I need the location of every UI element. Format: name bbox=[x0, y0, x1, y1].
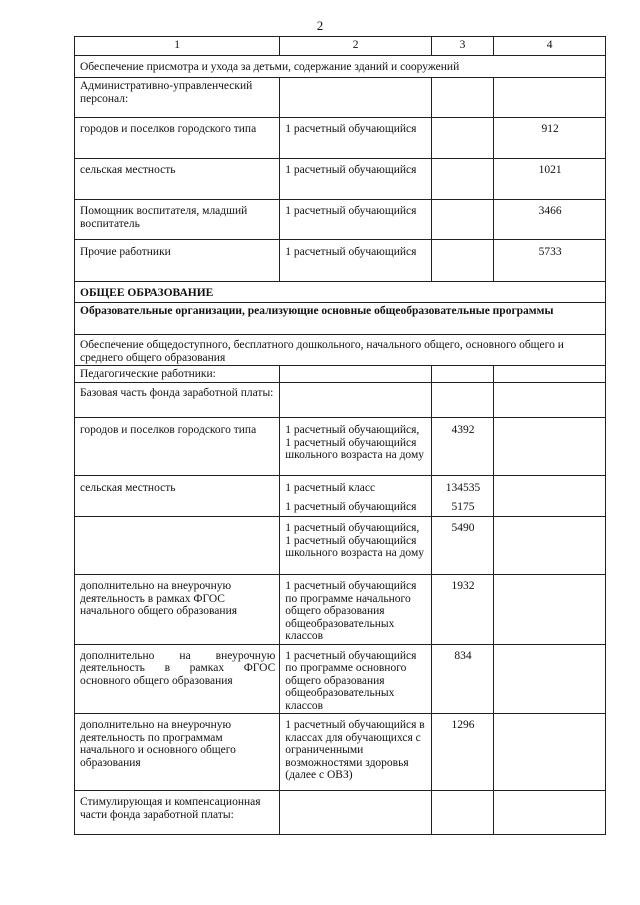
table-row bbox=[75, 240, 606, 282]
empty-cell bbox=[494, 383, 606, 418]
row-label: Прочие работники bbox=[75, 240, 280, 282]
table-row bbox=[75, 200, 606, 240]
row-label: Стимулирующая и компенсационная части фонда заработной платы: bbox=[75, 791, 280, 835]
empty-cell bbox=[431, 240, 493, 282]
table-row bbox=[75, 118, 606, 159]
empty-cell bbox=[431, 78, 493, 118]
empty-cell bbox=[431, 383, 493, 418]
table-row bbox=[75, 517, 606, 575]
table-row bbox=[75, 476, 606, 517]
empty-cell bbox=[494, 366, 606, 383]
empty-cell bbox=[280, 78, 432, 118]
value-cell: 5490 bbox=[431, 517, 493, 575]
table-row bbox=[75, 383, 606, 418]
empty-cell bbox=[494, 78, 606, 118]
header-col-2: 2 bbox=[280, 37, 432, 56]
empty-cell bbox=[431, 159, 493, 200]
empty-cell bbox=[431, 118, 493, 159]
table-row bbox=[75, 159, 606, 200]
row-label: Педагогические работники: bbox=[75, 366, 280, 383]
row-label: Административно-управленческий персонал: bbox=[75, 78, 280, 118]
empty-cell bbox=[494, 791, 606, 835]
table-row bbox=[75, 303, 606, 335]
unit-cell bbox=[280, 476, 432, 517]
table-row bbox=[75, 282, 606, 303]
empty-cell bbox=[494, 418, 606, 476]
empty-cell bbox=[494, 476, 606, 517]
table-row bbox=[75, 335, 606, 366]
row-label: дополнительно на внеурочную деятельность в рамках ФГОС основного общего образования bbox=[75, 644, 280, 714]
unit-cell: 1 расчетный обучающийся в классах для обучающихся с ограниченными возможностями здоровья (далее с ОВЗ) bbox=[280, 714, 432, 791]
row-label: Помощник воспитателя, младший воспитатель bbox=[75, 200, 280, 240]
row-label: Базовая часть фонда заработной платы: bbox=[75, 383, 280, 418]
value-cell: 834 bbox=[431, 644, 493, 714]
empty-cell bbox=[431, 366, 493, 383]
value-cell: 3466 bbox=[494, 200, 606, 240]
table-row bbox=[75, 56, 606, 78]
value-cell bbox=[431, 476, 493, 517]
empty-cell bbox=[494, 575, 606, 645]
empty-cell bbox=[280, 383, 432, 418]
value-line: 134535 bbox=[445, 482, 481, 494]
header-col-3: 3 bbox=[431, 37, 493, 56]
header-col-1: 1 bbox=[75, 37, 280, 56]
table-row bbox=[75, 366, 606, 383]
value-cell: 912 bbox=[494, 118, 606, 159]
unit-line: 1 расчетный обучающийся bbox=[285, 500, 417, 513]
table-row bbox=[75, 78, 606, 118]
unit-line: 1 расчетный класс bbox=[285, 482, 376, 494]
unit-cell: 1 расчетный обучающийся bbox=[280, 240, 432, 282]
value-cell: 4392 bbox=[431, 418, 493, 476]
table-row bbox=[75, 791, 606, 835]
row-label: городов и поселков городского типа bbox=[75, 118, 280, 159]
row-label: сельская местность bbox=[75, 159, 280, 200]
section-heading: ОБЩЕЕ ОБРАЗОВАНИЕ bbox=[75, 282, 606, 303]
empty-cell bbox=[280, 366, 432, 383]
empty-cell bbox=[494, 714, 606, 791]
empty-cell bbox=[75, 517, 280, 575]
value-cell: 1932 bbox=[431, 575, 493, 645]
table-row bbox=[75, 714, 606, 791]
table-row bbox=[75, 644, 606, 714]
section-caption: Обеспечение присмотра и ухода за детьми, содержание зданий и сооружений bbox=[75, 56, 606, 78]
empty-cell bbox=[280, 791, 432, 835]
unit-cell: 1 расчетный обучающийся bbox=[280, 118, 432, 159]
empty-cell bbox=[431, 791, 493, 835]
unit-cell: 1 расчетный обучающийся по программе основного общего образования общеобразовательных классов bbox=[280, 644, 432, 714]
unit-cell: 1 расчетный обучающийся bbox=[280, 200, 432, 240]
row-label: сельская местность bbox=[75, 476, 280, 517]
empty-cell bbox=[494, 644, 606, 714]
empty-cell bbox=[431, 200, 493, 240]
page-number: 2 bbox=[316, 18, 324, 33]
unit-cell: 1 расчетный обучающийся, 1 расчетный обучающийся школьного возраста на дому bbox=[280, 517, 432, 575]
row-label: городов и поселков городского типа bbox=[75, 418, 280, 476]
header-col-4: 4 bbox=[494, 37, 606, 56]
value-cell: 1296 bbox=[431, 714, 493, 791]
norms-table bbox=[74, 36, 606, 835]
value-cell: 5733 bbox=[494, 240, 606, 282]
value-line: 5175 bbox=[451, 500, 475, 513]
section-subheading: Образовательные организации, реализующие основные общеобразовательные программы bbox=[75, 303, 606, 335]
table-row bbox=[75, 418, 606, 476]
empty-cell bbox=[494, 517, 606, 575]
table-row bbox=[75, 575, 606, 645]
table-header-row bbox=[75, 37, 606, 56]
section-caption: Обеспечение общедоступного, бесплатного дошкольного, начального общего, основного общего и среднего общего образования bbox=[75, 335, 606, 366]
row-label: дополнительно на внеурочную деятельность в рамках ФГОС начального общего образования bbox=[75, 575, 280, 645]
unit-cell: 1 расчетный обучающийся bbox=[280, 159, 432, 200]
row-label: дополнительно на внеурочную деятельность по программам начального и основного общего образования bbox=[75, 714, 280, 791]
value-cell: 1021 bbox=[494, 159, 606, 200]
unit-cell: 1 расчетный обучающийся, 1 расчетный обучающийся школьного возраста на дому bbox=[280, 418, 432, 476]
unit-cell: 1 расчетный обучающийся по программе начального общего образования общеобразовательных классов bbox=[280, 575, 432, 645]
